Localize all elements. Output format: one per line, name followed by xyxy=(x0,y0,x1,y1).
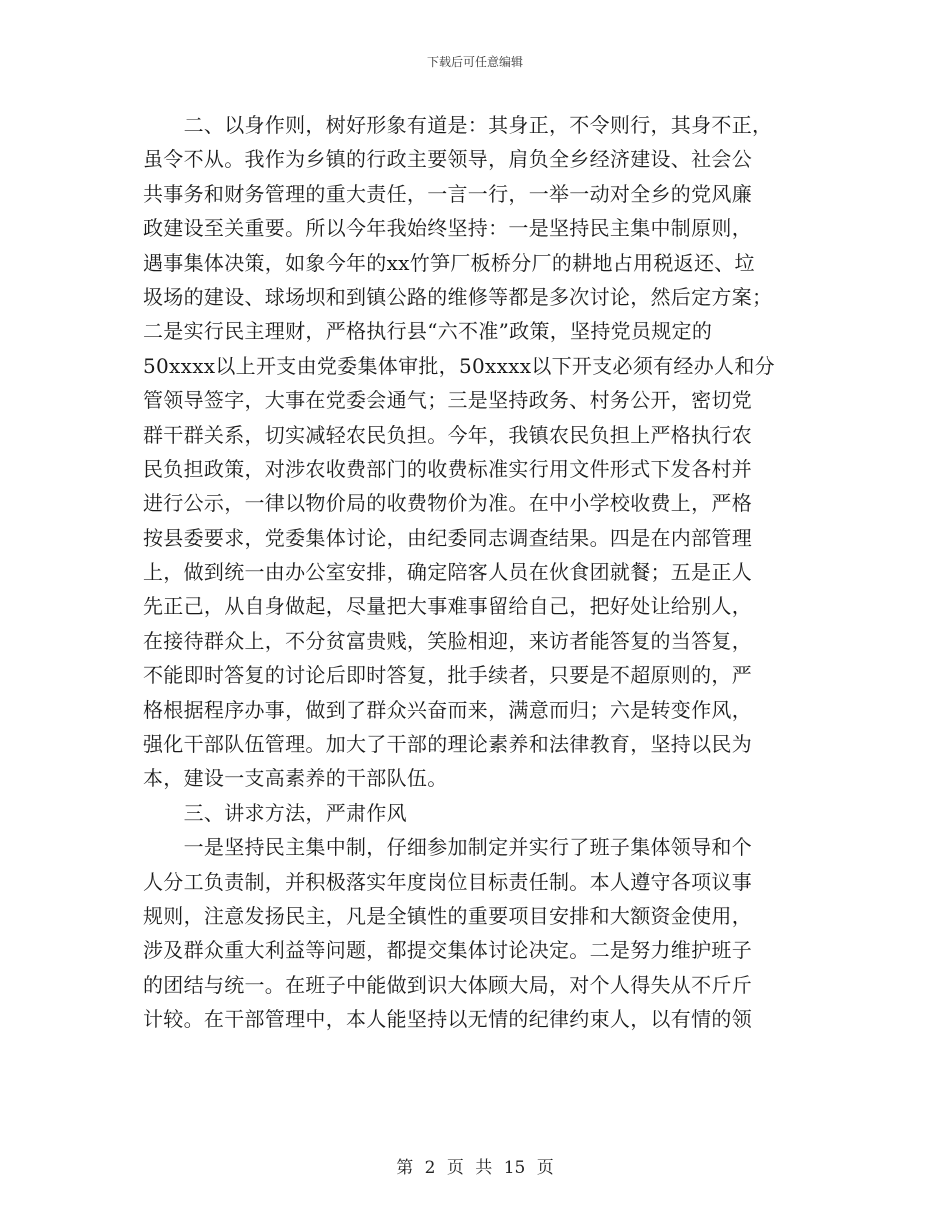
text-line: 群干群关系，切实减轻农民负担。今年，我镇农民负担上严格执行农 xyxy=(143,422,752,447)
text-line: 的团结与统一。在班子中能做到识大体顾大局，对个人得失从不斤斤 xyxy=(143,972,752,997)
document-body xyxy=(143,108,807,1037)
text-line: 规则，注意发扬民主，凡是全镇性的重要项目安排和大额资金使用， xyxy=(143,903,752,928)
text-line: 在接待群众上，不分贫富贵贱，笑脸相迎，来访者能答复的当答复， xyxy=(143,628,752,653)
text-line: 二、以身作则，树好形象有道是：其身正，不令则行，其身不正， xyxy=(143,113,773,137)
text-line: 先正己，从自身做起，尽量把大事难事留给自己，把好处让给别人， xyxy=(143,594,752,619)
text-line: 管领导签字，大事在党委会通气；三是坚持政务、村务公开，密切党 xyxy=(143,388,752,413)
text-line: 不能即时答复的讨论后即时答复，批手续者，只要是不超原则的，严 xyxy=(143,663,752,688)
text-line: 二是实行民主理财，严格执行县“六不准”政策，坚持党员规定的 xyxy=(143,319,713,344)
text-line: 本，建设一支高素养的干部队伍。 xyxy=(143,766,448,791)
text-line: 涉及群众重大利益等问题，都提交集体讨论决定。二是努力维护班子 xyxy=(143,938,752,963)
text-line: 强化干部队伍管理。加大了干部的理论素养和法律教育，坚持以民为 xyxy=(143,732,752,757)
text-line: 政建设至关重要。所以今年我始终坚持：一是坚持民主集中制原则， xyxy=(143,216,752,241)
text-line: 虽令不从。我作为乡镇的行政主要领导，肩负全乡经济建设、社会公 xyxy=(143,147,752,172)
text-line: 格根据程序办事，做到了群众兴奋而来，满意而归；六是转变作风， xyxy=(143,697,752,722)
text-line: 圾场的建设、球场坝和到镇公路的维修等都是多次讨论，然后定方案； xyxy=(143,284,773,309)
text-line: 按县委要求，党委集体讨论，由纪委同志调查结果。四是在内部管理 xyxy=(143,525,752,550)
text-line: 进行公示，一律以物价局的收费物价为准。在中小学校收费上，严格 xyxy=(143,491,752,516)
text-line: 共事务和财务管理的重大责任，一言一行，一举一动对全乡的党风廉 xyxy=(143,181,752,206)
text-line: 上，做到统一由办公室安排，确定陪客人员在伙食团就餐；五是正人 xyxy=(143,560,752,585)
text-line: 遇事集体决策，如象今年的xx竹笋厂板桥分厂的耕地占用税返还、垃 xyxy=(143,250,755,275)
page-header: 下载后可任意编辑 xyxy=(426,55,523,69)
text-line: 一是坚持民主集中制，仔细参加制定并实行了班子集体领导和个 xyxy=(143,835,752,860)
section-heading: 三、讲求方法，严肃作风 xyxy=(143,800,407,825)
text-line: 计较。在干部管理中，本人能坚持以无情的纪律约束人，以有情的领 xyxy=(143,1007,752,1032)
text-line: 人分工负责制，并积极落实年度岗位目标责任制。本人遵守各项议事 xyxy=(143,869,752,894)
text-line: 民负担政策，对涉农收费部门的收费标准实行用文件形式下发各村并 xyxy=(143,456,752,481)
text-line: 50xxxx以上开支由党委集体审批，50xxxx以下开支必须有经办人和分 xyxy=(143,353,775,378)
page-number-footer: 第 2 页 共 15 页 xyxy=(396,1158,554,1178)
